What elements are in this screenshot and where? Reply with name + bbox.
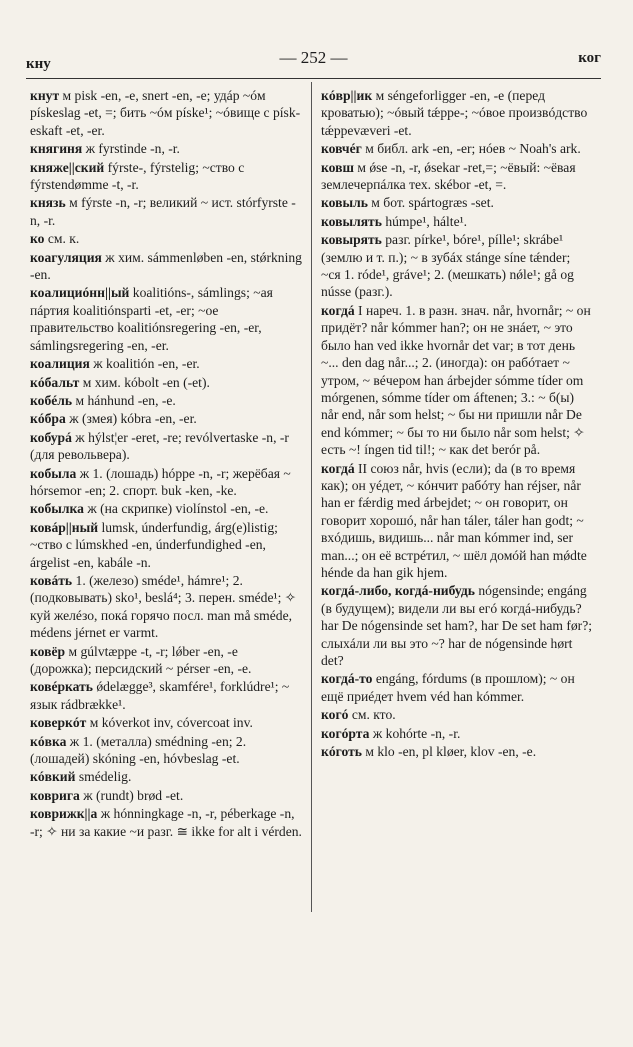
header-rule xyxy=(26,78,601,79)
entry-headword: ковырять xyxy=(321,232,382,248)
entry-headword: когдá xyxy=(321,302,355,318)
dictionary-entry xyxy=(30,410,302,427)
entry-definition: 1. (железо) sméde¹, hámre¹; 2. (подковывать) sko¹, beslá⁴; 3. перен. sméde¹; ✧ куй желéзо, покá горячо посл. man må sméde, médens jérnet er varmt. xyxy=(30,572,297,641)
column-divider xyxy=(311,82,312,912)
entry-definition: fýrste-, fýrstelig; ~ство с fýrstendømme -t, -r. xyxy=(30,159,245,193)
dictionary-entry xyxy=(30,643,302,678)
entry-headword: коагуляция xyxy=(30,249,102,265)
dictionary-entry xyxy=(321,194,593,211)
page-number: — 252 — xyxy=(279,48,348,67)
dictionary-entry xyxy=(321,302,593,459)
right-guide-word: ког xyxy=(578,50,601,66)
left-column xyxy=(30,87,302,841)
entry-headword: кóвкий xyxy=(30,769,76,785)
dictionary-entry xyxy=(30,230,302,247)
entry-definition: ж hýlst¦er -eret, -re; revólvertaske -n, -r (для револьвера). xyxy=(30,429,289,463)
entry-definition: engáng, fórdums (в прошлом); ~ он ещё приéдет hvem véd han kómmer. xyxy=(321,671,575,704)
dictionary-entry xyxy=(30,805,302,840)
entry-headword: кóбальт xyxy=(30,374,80,390)
entry-headword: когдá xyxy=(321,460,355,476)
dictionary-entry xyxy=(30,465,302,500)
dictionary-entry xyxy=(321,87,593,139)
entry-headword: ковш xyxy=(321,159,354,175)
entry-headword: коалициóнн||ый xyxy=(30,285,130,301)
dictionary-entry xyxy=(30,392,302,409)
dictionary-entry xyxy=(30,787,302,804)
dictionary-entry xyxy=(30,500,302,517)
dictionary-entry xyxy=(321,743,593,760)
dictionary-entry xyxy=(30,572,302,642)
dictionary-entry xyxy=(321,670,593,705)
dictionary-entry xyxy=(321,231,593,301)
entry-headword: ковыль xyxy=(321,195,368,211)
entry-definition: smédelig. xyxy=(75,769,132,785)
entry-definition: м хим. kóbolt -en (-et). xyxy=(79,374,210,390)
entry-definition: húmpe¹, hálte¹. xyxy=(381,213,468,229)
dictionary-entry xyxy=(30,249,302,284)
dictionary-entry xyxy=(30,284,302,354)
entry-headword: когдá-то xyxy=(321,671,373,687)
dictionary-entry xyxy=(30,374,302,391)
entry-definition: ж (на скрипке) violínstol -en, -e. xyxy=(83,501,269,517)
entry-definition: ж (змея) kóbra -en, -er. xyxy=(65,411,197,427)
entry-definition: м pisk -en, -e, snert -en, -e; удáр ~óм pískeslag -et, =; бить ~óм píske¹; ~óвище с pískeskaft -et, -er. xyxy=(30,88,301,138)
entry-definition: nógensinde; engáng (в будущем); видели ли вы егó когдá-нибудь? har De nógensinde set ham?, har De set ham før?; слыхáли ли вы это ~? har de nógensinde hørt det? xyxy=(321,583,593,668)
entry-definition: разг. pírke¹, bóre¹, pílle¹; skrábe¹ (землю и т. п.); ~ в зубáх stánge síne tǽnder; ~ся 1. róde¹, gráve¹; 2. (мешкать) nǿle¹; gå og nússe (разг.). xyxy=(321,232,574,300)
entry-headword: кобурá xyxy=(30,429,72,445)
dictionary-entry xyxy=(30,519,302,571)
entry-definition: м séngeforligger -en, -e (перед кроватью); ~óвый tǽppe-; ~óвое произвóдство tǽppevæveri -et. xyxy=(321,88,588,138)
dictionary-entry xyxy=(321,706,593,723)
entry-headword: княже||ский xyxy=(30,159,105,175)
dictionary-entry xyxy=(321,460,593,582)
dictionary-entry xyxy=(321,159,593,194)
entry-definition: м ǿse -n, -r, ǿsekar -ret,=; ~ёвый: ~ёвая землечерпáлка тех. skébor -et, =. xyxy=(321,159,576,193)
entry-definition: м бот. spártogræs -set. xyxy=(367,195,494,211)
entry-headword: ковáть xyxy=(30,572,73,588)
entry-headword: коалиция xyxy=(30,356,90,372)
dictionary-entry xyxy=(30,678,302,713)
right-column xyxy=(321,87,593,761)
entry-definition: ж (rundt) brød -et. xyxy=(79,787,184,803)
dictionary-entry xyxy=(30,768,302,785)
entry-definition: м hánhund -en, -e. xyxy=(72,392,176,408)
entry-definition: см. к. xyxy=(44,231,80,247)
dictionary-entry xyxy=(30,714,302,731)
entry-definition: lumsk, únderfundig, árg(e)listig; ~ство с lúmskhed -en, únderfundighed -en, árgelist -en, kabále -n. xyxy=(30,519,278,570)
entry-headword: кобылка xyxy=(30,501,84,517)
entry-headword: ковéркать xyxy=(30,679,93,695)
entry-definition: ж kohórte -n, -r. xyxy=(369,725,461,741)
dictionary-entry xyxy=(321,140,593,157)
entry-definition: м библ. ark -en, -er; нóев ~ Noah's ark. xyxy=(361,141,581,157)
dictionary-entry xyxy=(30,140,302,157)
left-guide-word: кну xyxy=(26,56,51,72)
dictionary-entry xyxy=(30,87,302,139)
entry-definition: ж хим. sámmenløben -en, stǿrkning -en. xyxy=(30,249,302,283)
entry-definition: II союз når, hvis (если); da (в то время как); он уéдет, ~ кóнчит рабóту han réjser, når han er fǽrdig med árbejdet; ~ он говорит, он говорит хорошó, når han táler, táler han godt; ~ вхóдишь, видишь... når man kómmer ind, ser man...; он её встрéтил, ~ шёл домóй han mǿdte hénde da han gik hjem. xyxy=(321,460,587,580)
dictionary-entry xyxy=(30,733,302,768)
entry-headword: когдá-либо, когдá-нибудь xyxy=(321,583,475,599)
entry-definition: ж fyrstinde -n, -r. xyxy=(82,141,180,157)
entry-headword: кобыла xyxy=(30,465,77,481)
entry-headword: кóготь xyxy=(321,744,362,760)
dictionary-entry xyxy=(30,159,302,194)
entry-headword: князь xyxy=(30,195,66,211)
dictionary-entry xyxy=(30,429,302,464)
entry-headword: когó xyxy=(321,707,349,723)
entry-headword: ковылять xyxy=(321,213,382,229)
entry-headword: ко xyxy=(30,231,45,247)
entry-headword: коврига xyxy=(30,787,80,803)
page-header xyxy=(26,46,601,70)
dictionary-entry xyxy=(30,355,302,372)
dictionary-entry xyxy=(321,582,593,669)
dictionary-entry xyxy=(321,213,593,230)
dictionary-entry xyxy=(30,194,302,229)
entry-headword: коверкóт xyxy=(30,715,87,731)
dictionary-entry xyxy=(321,725,593,742)
entry-headword: кóвр||ик xyxy=(321,88,373,103)
entry-definition: м klo -en, pl kløer, klov -en, -e. xyxy=(361,744,537,760)
entry-definition: м gúlvtæppe -t, -r; lǿber -en, -e (дорожка); персидский ~ pérser -en, -e. xyxy=(30,643,252,676)
entry-definition: ж 1. (металла) smédning -en; 2. (лошадей) skóning -en, hóvbeslag -et. xyxy=(30,733,247,767)
entry-definition: ǿdelægge³, skamfére¹, forklúdre¹; ~ язык rádbrække¹. xyxy=(30,679,290,712)
entry-definition: I нареч. 1. в разн. знач. når, hvornår; ~ он придёт? når kómmer han?; он не знáет, ~ это было han ved ikke hvornår det var; в тот день ~... den dag når...; 2. (иногда): он рабóтает ~ утром, ~ вéчером han árbejder sómme tíder om mórgenen, sómme tíder om áftenen; 3.: ~ б(ы) når end, når som helst; ~ бы ни пришли når De end kómmer; ~ бы то ни было når som helst; ✧ есть ~! íngen tid til!; ~ как det berór på. xyxy=(321,302,591,458)
entry-headword: кобéль xyxy=(30,392,73,408)
entry-headword: княгиня xyxy=(30,141,83,157)
entry-headword: когóрта xyxy=(321,725,370,741)
entry-definition: ж hónningkage -n, -r, péberkage -n, -r; ✧ ни за какие ~и разг. ≅ ikke for alt i vérden. xyxy=(30,806,302,839)
entry-definition: м kóverkot inv, cóvercoat inv. xyxy=(86,715,253,731)
entry-headword: кóвка xyxy=(30,733,67,749)
entry-definition: ж 1. (лошадь) hóppe -n, -r; жерёбая ~ hórsemor -en; 2. спорт. buk -ken, -ke. xyxy=(30,465,291,498)
entry-headword: кóбра xyxy=(30,411,66,427)
entry-definition: koalitións-, sámlings; ~ая пáртия koalitiónsparti -et, -er; ~ое правительство koalitiónsregering -en, -er, sámlingsregering -en, -er. xyxy=(30,285,273,353)
entry-headword: ковчéг xyxy=(321,141,362,157)
entry-headword: кнут xyxy=(30,88,60,103)
entry-headword: коврижк||а xyxy=(30,806,98,822)
entry-definition: м fýrste -n, -r; великий ~ ист. stórfyrste -n, -r. xyxy=(30,195,296,228)
entry-definition: ж koalitión -en, -er. xyxy=(89,356,200,372)
entry-headword: ковёр xyxy=(30,643,66,659)
entry-headword: ковáр||ный xyxy=(30,519,99,535)
entry-definition: см. кто. xyxy=(348,707,396,723)
